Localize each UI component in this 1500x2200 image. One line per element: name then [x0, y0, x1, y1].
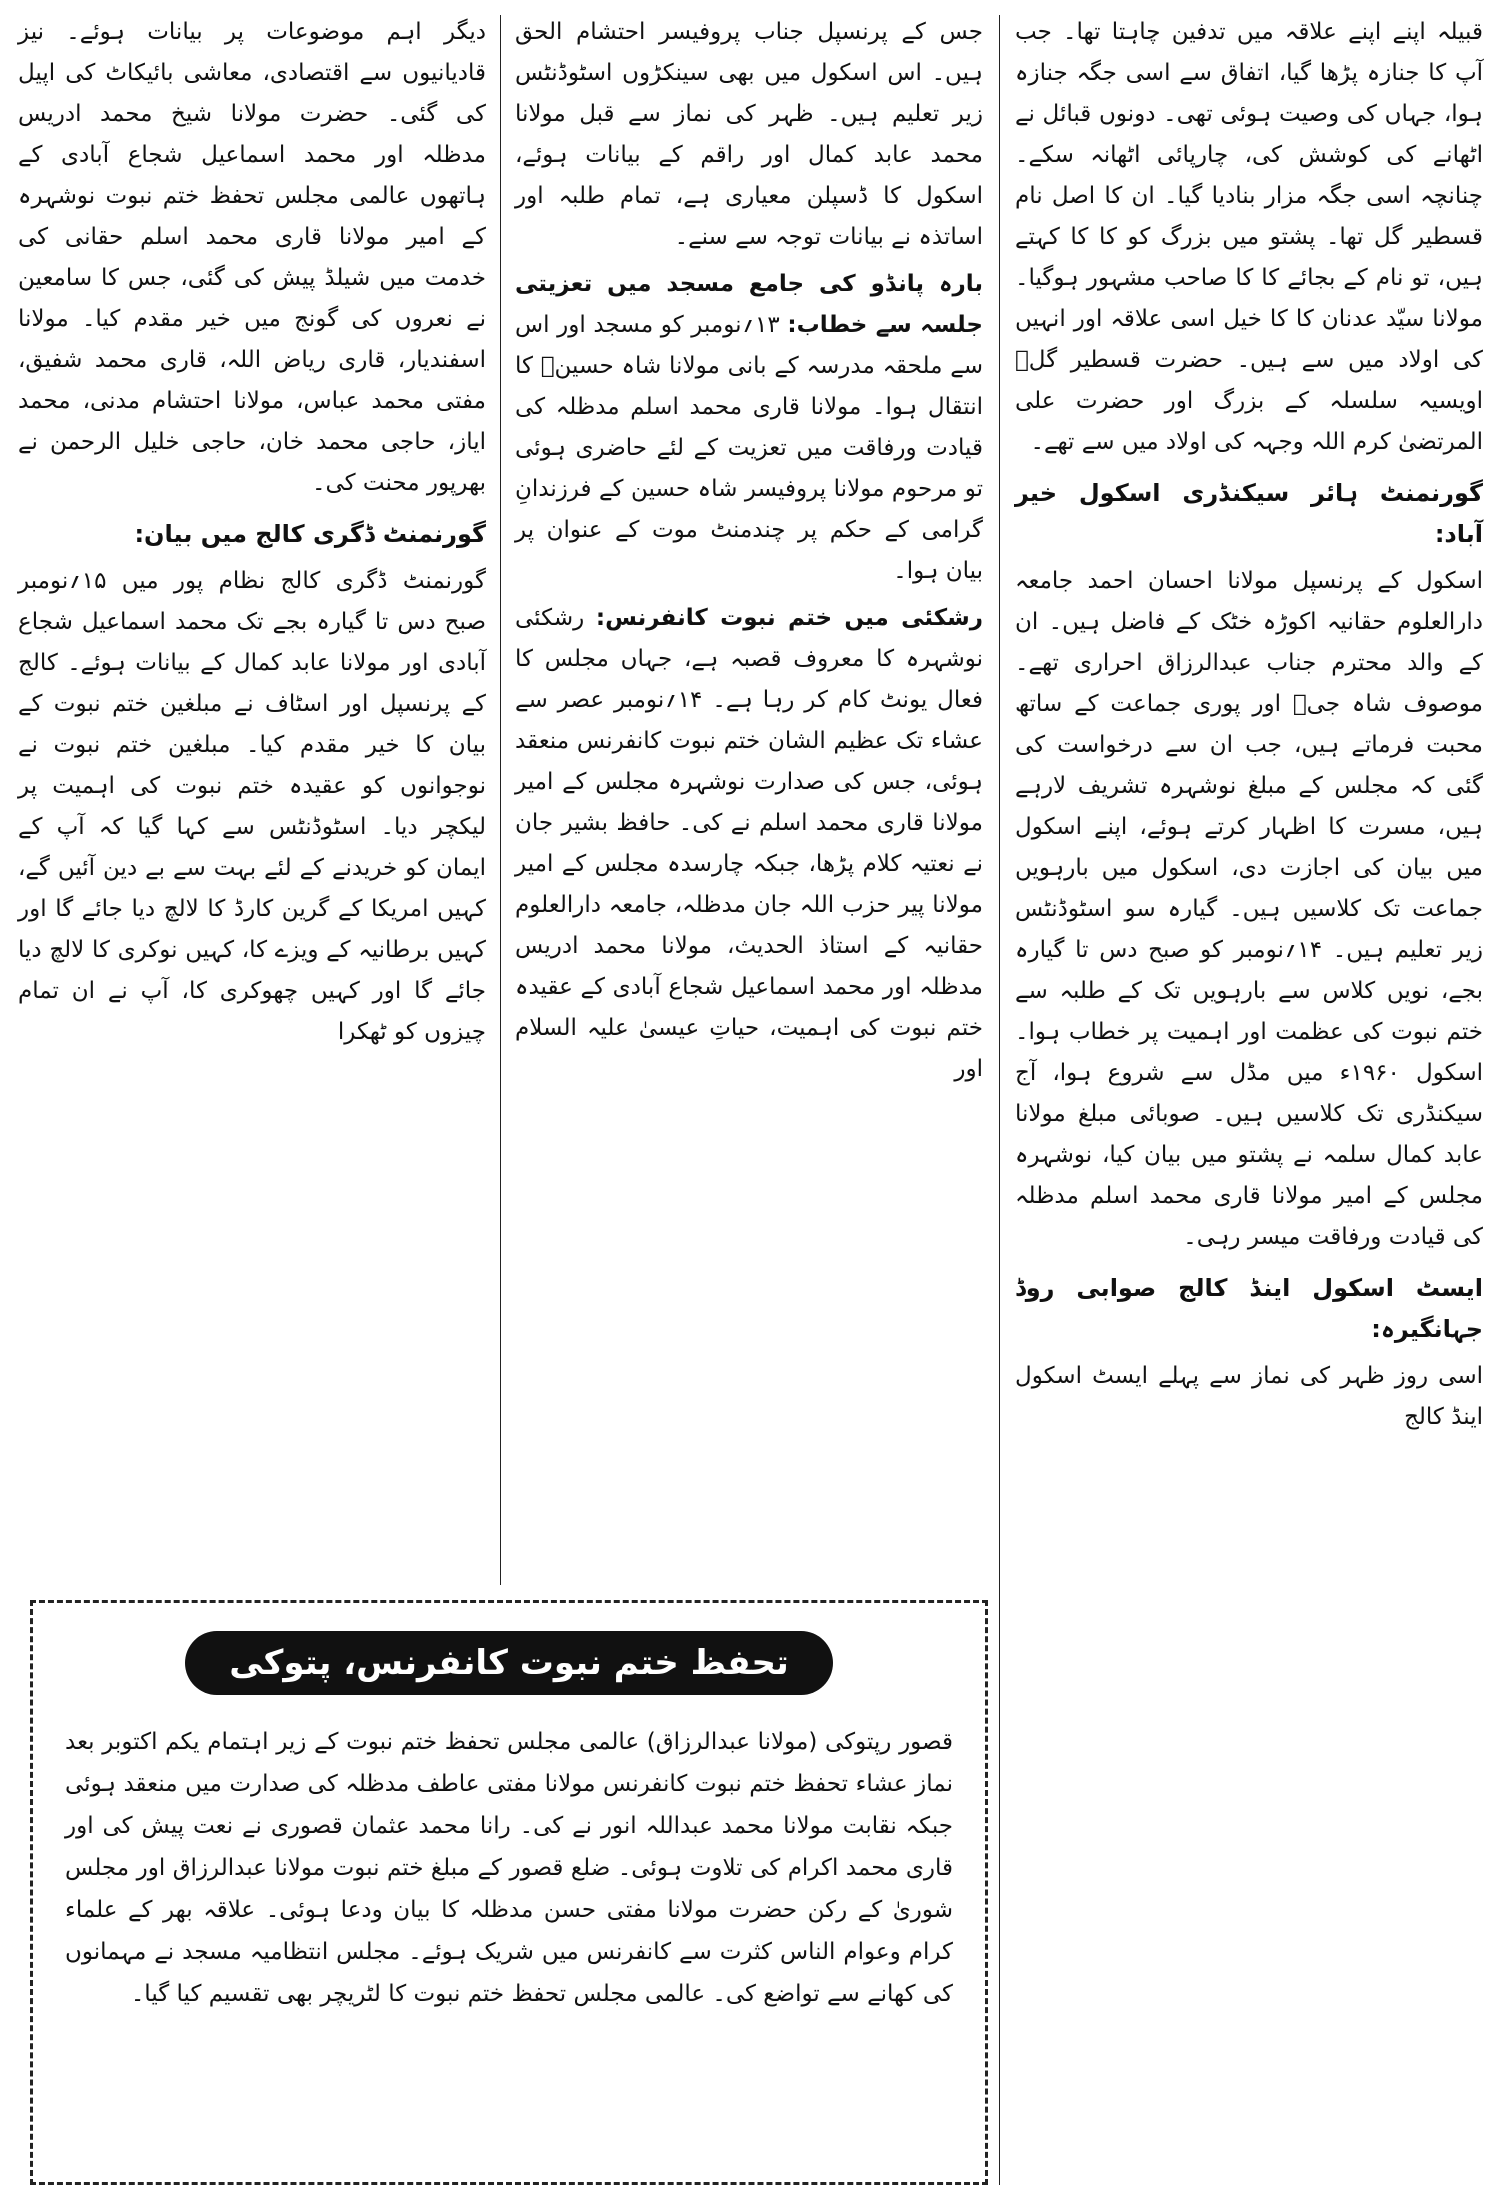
box-body-text: قصور رپتوکی (مولانا عبدالرزاق) عالمی مجلس تحفظ ختم نبوت کے زیر اہتمام یکم اکتوبر بعد نماز عشاء تحفظ ختم نبوت کانفرنس مولانا مفتی عاطف مدظلہ کی صدارت میں منعقد ہوئی جبکہ نقابت مولانا محمد عبداللہ انور نے کی۔ رانا محمد عثمان قصوری نے نعت پیش کی اور قاری محمد اکرام کی تلاوت ہوئی۔ ضلع قصور کے مبلغ ختم نبوت مولانا عبدالرزاق اور مجلس شوریٰ کے رکن حضرت مولانا مفتی حسن مدظلہ کا بیان ودعا ہوئی۔ علاقہ بھر کے علماء کرام وعوام الناس کثرت سے کانفرنس میں شریک ہوئے۔ مجلس انتظامیہ مسجد نے مہمانوں کی کھانے سے تواضع کی۔ عالمی مجلس تحفظ ختم نبوت کا لٹریچر بھی تقسیم کیا گیا۔ — [65, 1729, 953, 2007]
run-in-text: رشکئی نوشہرہ کا معروف قصبہ ہے، جہاں مجلس کا فعال یونٹ کام کر رہا ہے۔ ۱۴؍نومبر عصر سے عشاء تک عظیم الشان ختم نبوت کانفرنس منعقد ہوئی، جس کی صدارت نوشہرہ مجلس کے امیر مولانا قاری محمد اسلم نے کی۔ حافظ بشیر جان نے نعتیہ کلام پڑھا، جبکہ چارسدہ مجلس کے امیر مولانا پیر حزب اللہ جان مدظلہ، جامعہ دارالعلوم حقانیہ کے استاذ الحدیث، مولانا محمد ادریس مدظلہ اور محمد اسماعیل شجاع آبادی کے عقیدہ ختم نبوت کی اہمیت، حیاتِ عیسیٰ علیہ السلام اور — [515, 605, 983, 1082]
article-paragraph: قبیلہ اپنے اپنے علاقہ میں تدفین چاہتا تھا۔ جب آپ کا جنازہ پڑھا گیا، اتفاق سے اسی جگہ جنازہ ہوا، جہاں کی وصیت ہوئی تھی۔ دونوں قبائل نے اٹھانے کی کوشش کی، چارپائی اٹھانہ سکے۔ چنانچہ اسی جگہ مزار بنادیا گیا۔ ان کا اصل نام قسطیر گل تھا۔ پشتو میں بزرگ کو کا کا کہتے ہیں، تو نام کے بجائے کا کا صاحب مشہور ہوگیا۔ مولانا سیّد عدنان کا کا خیل اسی علاقہ اور انہیں کی اولاد میں سے ہیں۔ حضرت قسطیر گلؒ اویسیہ سلسلہ کے بزرگ اور حضرت علی المرتضیٰ کرم اللہ وجہہ کی اولاد میں سے تھے۔ — [1015, 19, 1483, 455]
section-heading: گورنمنٹ ڈگری کالج میں بیان: — [134, 520, 486, 548]
column-divider — [500, 15, 501, 1585]
middle-column — [515, 12, 983, 1096]
right-column — [1015, 12, 1483, 1444]
run-in-heading: بارہ پانڈو کی جامع مسجد میں تعزیتی جلسہ سے خطاب: — [515, 271, 983, 338]
article-paragraph: اسکول کے پرنسپل مولانا احسان احمد جامعہ دارالعلوم حقانیہ اکوڑہ خٹک کے فاضل ہیں۔ ان کے والد محترم جناب عبدالرزاق احراری تھے۔ موصوف شاہ جیؒ اور پوری جماعت کے ساتھ محبت فرماتے ہیں، جب ان سے درخواست کی گئی کہ مجلس کے مبلغ نوشہرہ تشریف لارہے ہیں، مسرت کا اظہار کرتے ہوئے، اپنے اسکول میں بیان کی اجازت دی، اسکول میں بارہویں جماعت تک کلاسیں ہیں۔ گیارہ سو اسٹوڈنٹس زیر تعلیم ہیں۔ ۱۴؍نومبر کو صبح دس تا گیارہ بجے، نویں کلاس سے بارہویں تک کے طلبہ سے ختم نبوت کی عظمت اور اہمیت پر خطاب ہوا۔ اسکول ۱۹۶۰ء میں مڈل سے شروع ہوا، آج سیکنڈری تک کلاسیں ہیں۔ صوبائی مبلغ مولانا عابد کمال سلمہ نے پشتو میں بیان کیا، نوشہرہ مجلس کے امیر مولانا قاری محمد اسلم مدظلہ کی قیادت ورفاقت میسر رہی۔ — [1015, 568, 1483, 1250]
box-title-banner: تحفظ ختم نبوت کانفرنس، پتوکی — [185, 1631, 832, 1695]
run-in-text: ۱۳؍نومبر کو مسجد اور اس سے ملحقہ مدرسہ کے بانی مولانا شاہ حسینؒ کا انتقال ہوا۔ مولانا قاری محمد اسلم مدظلہ کی قیادت ورفاقت میں تعزیت کے لئے حاضری ہوئی تو مرحوم مولانا پروفیسر شاہ حسین کے فرزندانِ گرامی کے حکم پر چندمنٹ موت کے عنوان پر بیان ہوا۔ — [515, 312, 983, 584]
article-paragraph: اسی روز ظہر کی نماز سے پہلے ایسٹ اسکول اینڈ کالج — [1015, 1363, 1483, 1430]
section-heading: گورنمنٹ ہائر سیکنڈری اسکول خیر آباد: — [1015, 479, 1483, 548]
article-paragraph — [515, 598, 983, 1090]
article-paragraph: دیگر اہم موضوعات پر بیانات ہوئے۔ نیز قادیانیوں سے اقتصادی، معاشی بائیکاٹ کی اپیل کی گئی۔ حضرت مولانا شیخ محمد ادریس مدظلہ اور محمد اسماعیل شجاع آبادی کے ہاتھوں عالمی مجلس تحفظ ختم نبوت نوشہرہ کے امیر مولانا قاری محمد اسلم حقانی کی خدمت میں شیلڈ پیش کی گئی، جس کا سامعین نے نعروں کی گونج میں خیر مقدم کیا۔ مولانا اسفندیار، قاری ریاض اللہ، قاری محمد شفیق، مفتی محمد عباس، مولانا احتشام مدنی، محمد ایاز، حاجی محمد خان، حاجی خلیل الرحمن نے بھرپور محنت کی۔ — [18, 19, 486, 496]
article-paragraph: جس کے پرنسپل جناب پروفیسر احتشام الحق ہیں۔ اس اسکول میں بھی سینکڑوں اسٹوڈنٹس زیر تعلیم ہیں۔ ظہر کی نماز سے قبل مولانا محمد عابد کمال اور راقم کے بیانات ہوئے، اسکول کا ڈسپلن معیاری ہے، تمام طلبہ اور اساتذہ نے بیانات توجہ سے سنے۔ — [515, 19, 983, 250]
run-in-heading: رشکئی میں ختم نبوت کانفرنس: — [595, 605, 984, 631]
article-paragraph — [515, 264, 983, 592]
section-heading: ایسٹ اسکول اینڈ کالج صوابی روڈ جہانگیرہ: — [1015, 1274, 1483, 1343]
article-paragraph: گورنمنٹ ڈگری کالج نظام پور میں ۱۵؍نومبر صبح دس تا گیارہ بجے تک محمد اسماعیل شجاع آبادی اور مولانا عابد کمال کے بیانات ہوئے۔ کالج کے پرنسپل اور اسٹاف نے مبلغین ختم نبوت کے بیان کا خیر مقدم کیا۔ مبلغین ختم نبوت نے نوجوانوں کو عقیدہ ختم نبوت کی اہمیت پر لیکچر دیا۔ اسٹوڈنٹس سے کہا گیا کہ آپ کے ایمان کو خریدنے کے لئے بہت سے بے دین آئیں گے، کہیں امریکا کے گرین کارڈ کا لالچ دیا جائے گا اور کہیں برطانیہ کے ویزے کا، کہیں نوکری کا لالچ دیا جائے گا اور کہیں چھوکری کا، آپ نے ان تمام چیزوں کو ٹھکرا — [18, 568, 486, 1045]
left-column — [18, 12, 486, 1059]
column-divider — [999, 15, 1000, 2185]
boxed-news-item — [30, 1600, 988, 2185]
